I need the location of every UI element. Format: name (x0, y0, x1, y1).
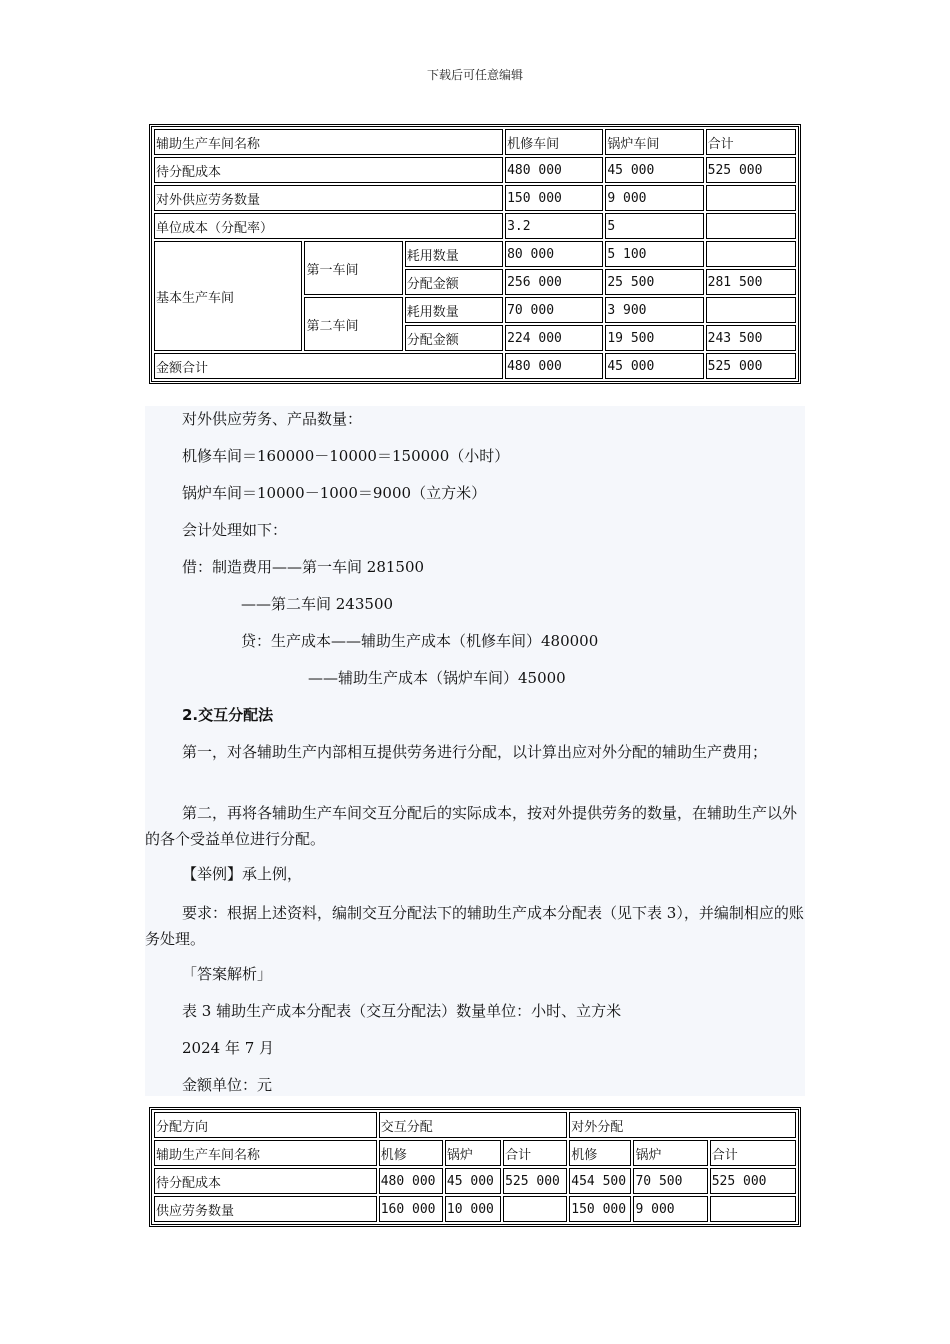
table-cell: 5 (605, 213, 703, 239)
table-cell: 525 000 (503, 1168, 567, 1194)
table-cell: 待分配成本 (154, 1168, 377, 1194)
table-cell: 45 000 (605, 157, 703, 183)
table-cell: 分配金额 (405, 269, 503, 295)
allocation-table-direct (149, 124, 801, 384)
table-cell: 150 000 (505, 185, 603, 211)
table-cell: 45 000 (445, 1168, 501, 1194)
paragraph: 【举例】承上例， (182, 865, 303, 883)
paragraph: 锅炉车间＝10000－1000＝9000（立方米） (182, 484, 487, 502)
table-row (154, 353, 796, 379)
table-cell: 合计 (710, 1140, 796, 1166)
paragraph: 2024 年 7 月 (182, 1039, 275, 1057)
paragraph: 借：制造费用——第一车间 281500 (182, 558, 425, 576)
table-cell: 9 000 (605, 185, 703, 211)
table-row (154, 1140, 796, 1166)
table-cell: 基本生产车间 (154, 241, 302, 351)
table-cell: 243 500 (706, 325, 796, 351)
paragraph: 要求：根据上述资料，编制交互分配法下的辅助生产成本分配表（见下表 3），并编制相应的账务处理。 (145, 904, 804, 948)
table-row (154, 157, 796, 183)
allocation-table-reciprocal (149, 1107, 801, 1227)
table-cell: 耗用数量 (405, 241, 503, 267)
table-cell: 分配方向 (154, 1112, 377, 1138)
table-cell: 3 900 (605, 297, 703, 323)
table-cell: 辅助生产车间名称 (154, 1140, 377, 1166)
table-cell: 锅炉车间 (605, 129, 703, 155)
table-row (154, 1168, 796, 1194)
paragraph: 第一，对各辅助生产内部相互提供劳务进行分配，以计算出应对外分配的辅助生产费用； (182, 743, 768, 761)
table-cell: 合计 (706, 129, 796, 155)
table-cell: 480 000 (379, 1168, 443, 1194)
table-cell: 256 000 (505, 269, 603, 295)
table-cell: 交互分配 (379, 1112, 568, 1138)
table-cell: 19 500 (605, 325, 703, 351)
table-cell: 525 000 (706, 353, 796, 379)
table-cell: 525 000 (706, 157, 796, 183)
table-cell: 70 500 (633, 1168, 707, 1194)
table-cell: 单位成本（分配率） (154, 213, 503, 239)
table-cell: 480 000 (505, 353, 603, 379)
table-row (154, 1112, 796, 1138)
table-row (154, 1196, 796, 1222)
table-cell: 对外供应劳务数量 (154, 185, 503, 211)
paragraph: 机修车间＝160000－10000＝150000（小时） (182, 447, 510, 465)
table-cell: 待分配成本 (154, 157, 503, 183)
table-cell: 5 100 (605, 241, 703, 267)
paragraph: 「答案解析」 (182, 965, 273, 983)
table-cell: 机修 (569, 1140, 631, 1166)
table-cell: 25 500 (605, 269, 703, 295)
table-cell: 160 000 (379, 1196, 443, 1222)
body-text (145, 406, 805, 1096)
table-cell: 第一车间 (304, 241, 402, 295)
paragraph: 第二，再将各辅助生产车间交互分配后的实际成本，按对外提供劳务的数量，在辅助生产以外的各个受益单位进行分配。 (145, 804, 798, 848)
table-cell: 45 000 (605, 353, 703, 379)
table-cell: 10 000 (445, 1196, 501, 1222)
paragraph: 对外供应劳务、产品数量： (182, 410, 363, 428)
table-cell: 金额合计 (154, 353, 503, 379)
table-row (154, 241, 796, 267)
table-cell: 454 500 (569, 1168, 631, 1194)
paragraph: 贷：生产成本——辅助生产成本（机修车间）480000 (241, 632, 599, 650)
table-cell: 耗用数量 (405, 297, 503, 323)
paragraph: 金额单位：元 (182, 1076, 273, 1094)
table-cell: 224 000 (505, 325, 603, 351)
table-cell (706, 185, 796, 211)
table-cell: 合计 (503, 1140, 567, 1166)
table-row (154, 185, 796, 211)
section-heading: 2.交互分配法 (182, 706, 274, 724)
page-header: 下载后可任意编辑 (426, 68, 523, 82)
table-cell: 供应劳务数量 (154, 1196, 377, 1222)
table-cell (706, 213, 796, 239)
table-cell: 锅炉 (633, 1140, 707, 1166)
table-cell: 分配金额 (405, 325, 503, 351)
paragraph: 表 3 辅助生产成本分配表（交互分配法）数量单位：小时、立方米 (182, 1002, 622, 1020)
table-cell: 机修车间 (505, 129, 603, 155)
table-cell: 辅助生产车间名称 (154, 129, 503, 155)
table-cell: 480 000 (505, 157, 603, 183)
table-cell: 锅炉 (445, 1140, 501, 1166)
table-row (154, 129, 796, 155)
table-cell (706, 241, 796, 267)
paragraph: ——第二车间 243500 (241, 595, 394, 613)
table-cell: 80 000 (505, 241, 603, 267)
table-cell: 3.2 (505, 213, 603, 239)
table-cell: 150 000 (569, 1196, 631, 1222)
table-row (154, 213, 796, 239)
table-cell (706, 297, 796, 323)
table-cell: 机修 (379, 1140, 443, 1166)
table-cell: 第二车间 (304, 297, 402, 351)
table-cell: 9 000 (633, 1196, 707, 1222)
paragraph: ——辅助生产成本（锅炉车间）45000 (308, 669, 566, 687)
paragraph: 会计处理如下： (182, 521, 288, 539)
table-cell: 对外分配 (569, 1112, 796, 1138)
table-cell: 70 000 (505, 297, 603, 323)
table-cell: 281 500 (706, 269, 796, 295)
table-cell (710, 1196, 796, 1222)
table-cell: 525 000 (710, 1168, 796, 1194)
table-cell (503, 1196, 567, 1222)
